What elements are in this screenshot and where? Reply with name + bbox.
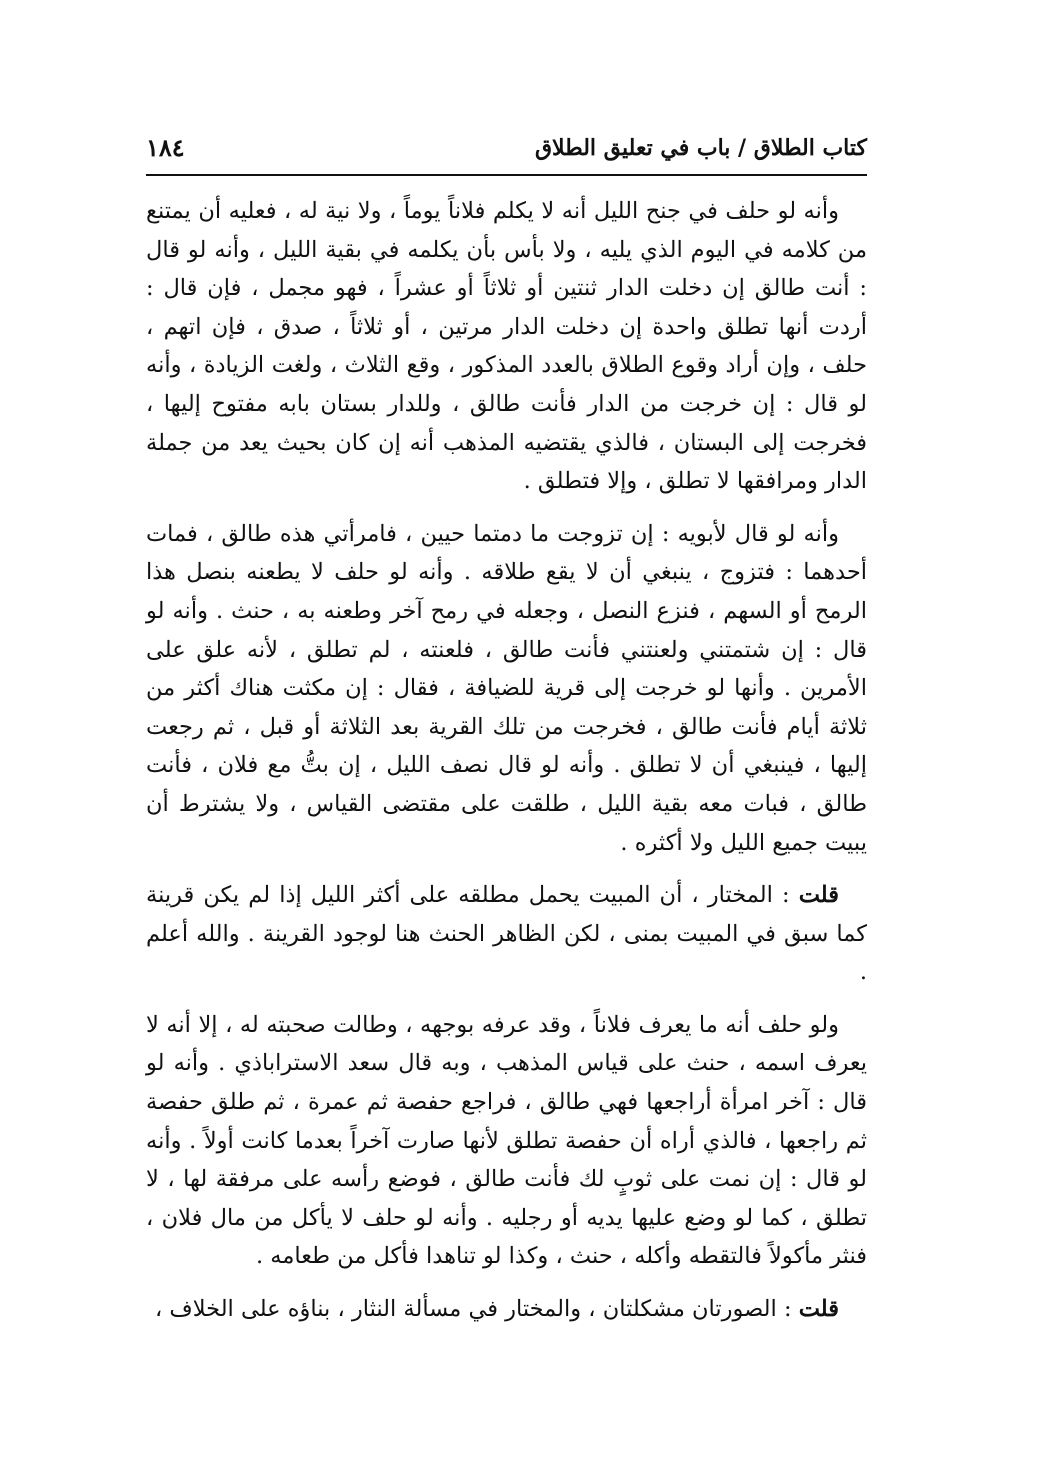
paragraph: [146, 1006, 867, 1276]
running-header: [146, 128, 867, 168]
paragraph: [146, 1290, 867, 1329]
note-label: قلت: [798, 1296, 839, 1323]
paragraph-text: ولو حلف أنه ما يعرف فلاناً ، وقد عرفه بوجهه ، وطالت صحبته له ، إلا أنه لا يعرف اسمه ، حنث على قياس المذهب ، وبه قال سعد الاستراباذي . وأنه لو قال : آخر امرأة أراجعها فهي طالق ، فراجع حفصة ثم عمرة ، ثم طلق حفصة ثم راجعها ، فالذي أراه أن حفصة تطلق لأنها صارت آخراً بعدما كانت أولاً . وأنه لو قال : إن نمت على ثوبٍ لك فأنت طالق ، فوضع رأسه على مرفقة لها ، لا تطلق ، كما لو وضع عليها يديه أو رجليه . وأنه لو حلف لا يأكل من مال فلان ، فنثر مأكولاً فالتقطه وأكله ، حنث ، وكذا لو تناهدا فأكل من طعامه .: [146, 1011, 867, 1270]
page-body: [146, 192, 867, 1329]
header-rule: [146, 174, 867, 176]
paragraph-text: وأنه لو قال لأبويه : إن تزوجت ما دمتما حيين ، فامرأتي هذه طالق ، فمات أحدهما : فتزوج ، ينبغي أن لا يقع طلاقه . وأنه لو حلف لا يطعنه بنصل هذا الرمح أو السهم ، فنزع النصل ، وجعله في رمح آخر وطعنه به ، حنث . وأنه لو قال : إن شتمتني ولعنتني فأنت طالق ، فلعنته ، لم تطلق ، لأنه علق على الأمرين . وأنها لو خرجت إلى قرية للضيافة ، فقال : إن مكثت هناك أكثر من ثلاثة أيام فأنت طالق ، فخرجت من تلك القرية بعد الثلاثة أو قبل ، ثم رجعت إليها ، فينبغي أن لا تطلق . وأنه لو قال نصف الليل ، إن بتُّ مع فلان ، فأنت طالق ، فبات معه بقية الليل ، طلقت على مقتضى القياس ، ولا يشترط أن يبيت جميع الليل ولا أكثره .: [146, 520, 867, 856]
paragraph-text: : الصورتان مشكلتان ، والمختار في مسألة النثار ، بناؤه على الخلاف ،: [155, 1296, 792, 1323]
paragraph: [146, 876, 867, 992]
paragraph: [146, 515, 867, 862]
note-label: قلت: [798, 882, 839, 909]
book-page: [146, 128, 867, 1343]
paragraph-text: : المختار ، أن المبيت يحمل مطلقه على أكثر الليل إذا لم يكن قرينة كما سبق في المبيت بمنى ، لكن الظاهر الحنث هنا لوجود القرينة . والله أعلم .: [146, 882, 867, 986]
paragraph-text: وأنه لو حلف في جنح الليل أنه لا يكلم فلاناً يوماً ، ولا نية له ، فعليه أن يمتنع من كلامه في اليوم الذي يليه ، ولا بأس بأن يكلمه في بقية الليل ، وأنه لو قال : أنت طالق إن دخلت الدار ثنتين أو ثلاثاً أو عشراً ، فهو مجمل ، فإن قال : أردت أنها تطلق واحدة إن دخلت الدار مرتين ، أو ثلاثاً ، صدق ، فإن اتهم ، حلف ، وإن أراد وقوع الطلاق بالعدد المذكور ، وقع الثلاث ، ولغت الزيادة ، وأنه لو قال : إن خرجت من الدار فأنت طالق ، وللدار بستان بابه مفتوح إليها ، فخرجت إلى البستان ، فالذي يقتضيه المذهب أنه إن كان بحيث يعد من جملة الدار ومرافقها لا تطلق ، وإلا فتطلق .: [146, 198, 867, 495]
chapter-title: كتاب الطلاق / باب في تعليق الطلاق: [534, 135, 867, 161]
page-number: ١٨٤: [146, 133, 185, 162]
paragraph: [146, 192, 867, 501]
